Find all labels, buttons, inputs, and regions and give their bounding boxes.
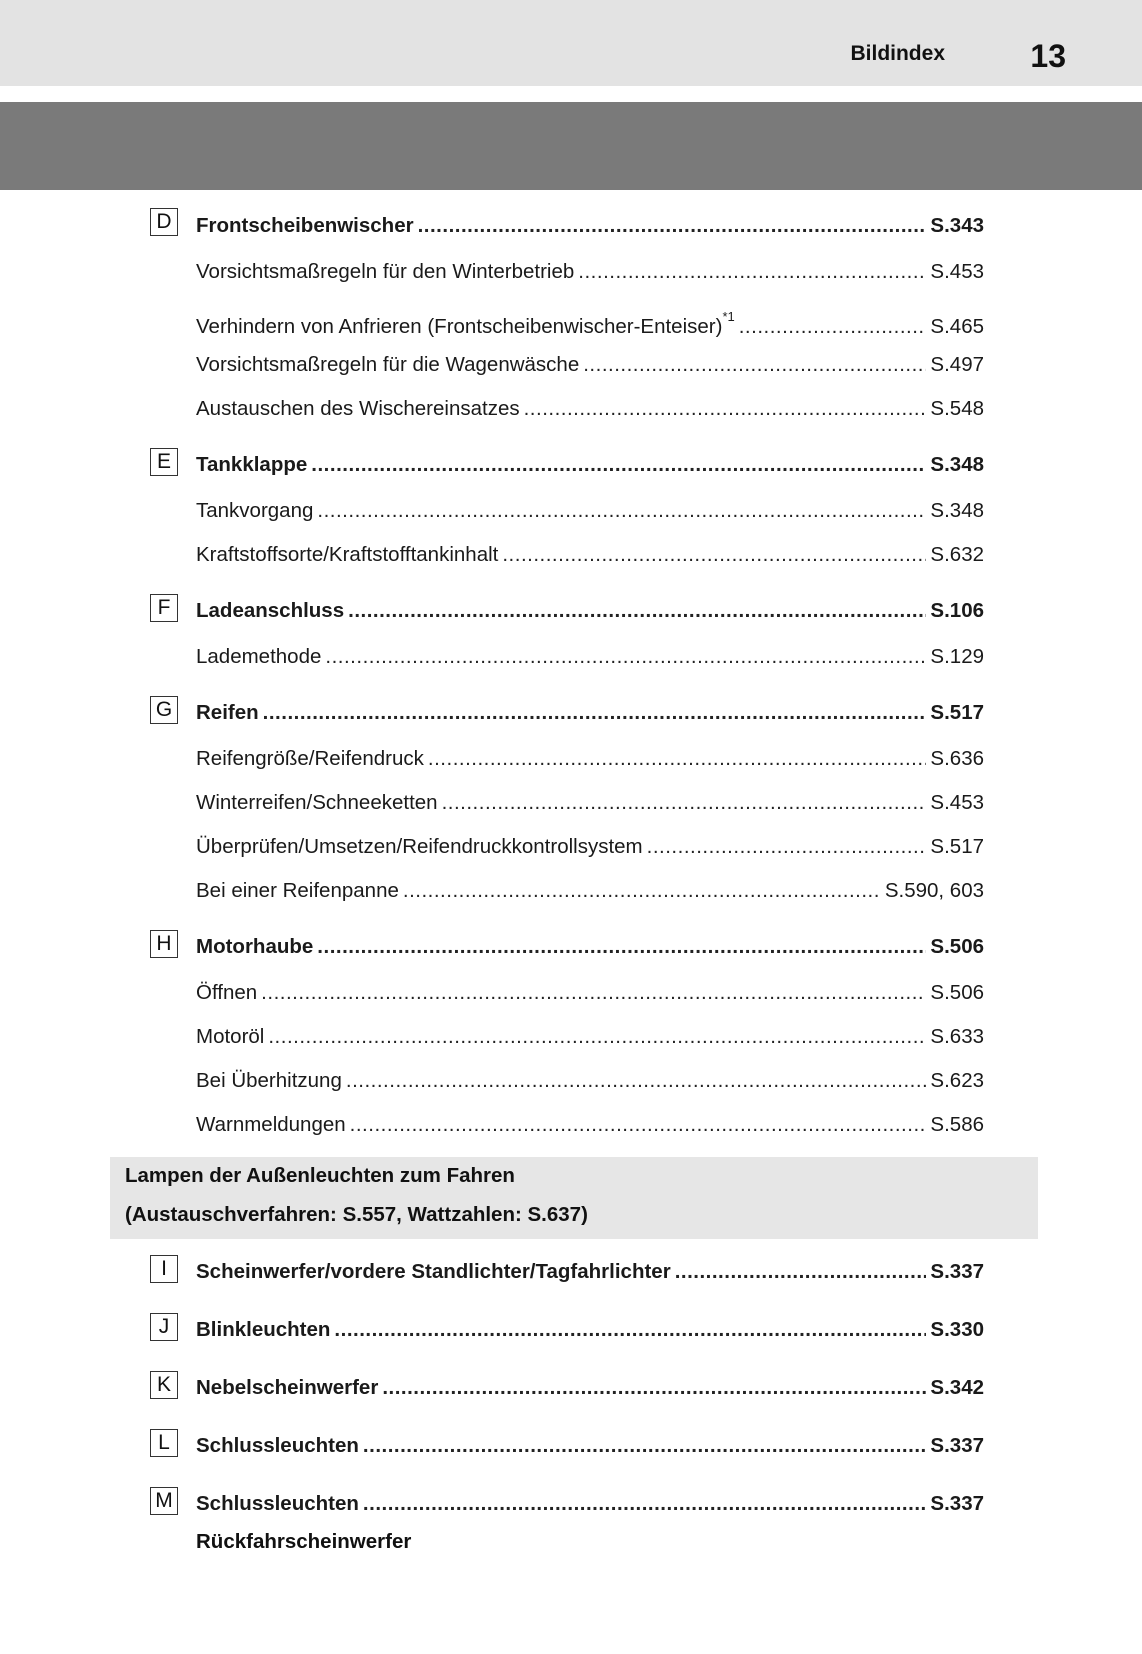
entry-label: Kraftstoffsorte/Kraftstofftankinhalt bbox=[196, 543, 499, 566]
dot-leader bbox=[418, 211, 927, 241]
entry-label: Austauschen des Wischereinsatzes bbox=[196, 397, 520, 420]
entry-page: S.623 bbox=[930, 1069, 984, 1092]
entry-label: Motorhaube bbox=[196, 935, 314, 958]
entry-page: S.129 bbox=[930, 645, 984, 668]
entry-page: S.632 bbox=[930, 543, 984, 566]
index-entry[interactable] bbox=[196, 1022, 984, 1052]
index-entry[interactable] bbox=[196, 211, 984, 241]
entry-label: Bei Überhitzung bbox=[196, 1069, 342, 1092]
index-entry[interactable] bbox=[196, 350, 984, 380]
entry-page: S.453 bbox=[930, 260, 984, 283]
index-letter-e: E bbox=[150, 448, 178, 476]
index-entry[interactable] bbox=[196, 596, 984, 626]
entry-label-continuation: Rückfahrscheinwerfer bbox=[196, 1530, 412, 1553]
entry-label-text: Verhindern von Anfrieren (Frontscheibenwischer-Enteiser) bbox=[196, 314, 723, 338]
entry-label: Schlussleuchten bbox=[196, 1434, 359, 1457]
index-entry[interactable] bbox=[196, 1489, 984, 1519]
dot-leader bbox=[502, 540, 926, 570]
entry-label bbox=[196, 306, 735, 342]
entry-page: S.337 bbox=[930, 1260, 984, 1283]
entry-page: S.548 bbox=[930, 397, 984, 420]
dot-leader bbox=[382, 1373, 926, 1403]
index-entry[interactable] bbox=[196, 1373, 984, 1403]
entry-label: Blinkleuchten bbox=[196, 1318, 331, 1341]
dot-leader bbox=[317, 932, 926, 962]
index-entry[interactable] bbox=[196, 1257, 984, 1287]
dot-leader bbox=[311, 450, 926, 480]
entry-label: Öffnen bbox=[196, 981, 258, 1004]
entry-label: Frontscheibenwischer bbox=[196, 214, 414, 237]
index-letter-k: K bbox=[150, 1371, 178, 1399]
index-letter-m: M bbox=[150, 1487, 178, 1515]
entry-label: Ladeanschluss bbox=[196, 599, 345, 622]
index-entry[interactable] bbox=[196, 450, 984, 480]
entry-label: Vorsichtsmaßregeln für den Winterbetrieb bbox=[196, 260, 575, 283]
entry-page: S.465 bbox=[930, 314, 984, 338]
entry-page: S.337 bbox=[930, 1492, 984, 1515]
index-letter-l: L bbox=[150, 1429, 178, 1457]
entry-label: Vorsichtsmaßregeln für die Wagenwäsche bbox=[196, 353, 580, 376]
index-entry[interactable] bbox=[196, 1315, 984, 1345]
index-entry[interactable] bbox=[196, 257, 984, 287]
dot-leader bbox=[317, 496, 926, 526]
entry-page: S.348 bbox=[930, 499, 984, 522]
index-entry[interactable] bbox=[196, 642, 984, 672]
dot-leader bbox=[350, 1110, 927, 1140]
dot-leader bbox=[739, 312, 927, 342]
entry-page: S.348 bbox=[930, 453, 984, 476]
lamp-section-heading: Lampen der Außenleuchten zum Fahren bbox=[125, 1164, 515, 1187]
entry-label: Scheinwerfer/vordere Standlichter/Tagfahrlichter bbox=[196, 1260, 671, 1283]
entry-page: S.506 bbox=[930, 981, 984, 1004]
index-entry[interactable] bbox=[196, 932, 984, 962]
entry-page: S.517 bbox=[930, 701, 984, 724]
entry-label: Bei einer Reifenpanne bbox=[196, 879, 399, 902]
dot-leader bbox=[363, 1489, 927, 1519]
dot-leader bbox=[325, 642, 926, 672]
dot-leader bbox=[442, 788, 927, 818]
section-title: Bildindex bbox=[850, 42, 945, 65]
entry-page: S.343 bbox=[930, 214, 984, 237]
dot-leader bbox=[346, 1066, 927, 1096]
entry-page: S.517 bbox=[930, 835, 984, 858]
index-letter-d: D bbox=[150, 208, 178, 236]
entry-label: Tankvorgang bbox=[196, 499, 314, 522]
entry-label: Tankklappe bbox=[196, 453, 308, 476]
index-letter-j: J bbox=[150, 1313, 178, 1341]
index-entry[interactable] bbox=[196, 540, 984, 570]
index-entry[interactable] bbox=[196, 1066, 984, 1096]
entry-page: S.636 bbox=[930, 747, 984, 770]
dot-leader bbox=[675, 1257, 927, 1287]
index-entry[interactable] bbox=[196, 1110, 984, 1140]
index-entry[interactable] bbox=[196, 876, 984, 906]
entry-label: Reifengröße/Reifendruck bbox=[196, 747, 424, 770]
index-letter-f: F bbox=[150, 594, 178, 622]
dot-leader bbox=[348, 596, 926, 626]
index-entry[interactable] bbox=[196, 1431, 984, 1461]
entry-page: S.586 bbox=[930, 1113, 984, 1136]
header-bar bbox=[0, 0, 1142, 86]
entry-page: S.337 bbox=[930, 1434, 984, 1457]
entry-label: Nebelscheinwerfer bbox=[196, 1376, 379, 1399]
index-entry[interactable] bbox=[196, 698, 984, 728]
index-entry[interactable] bbox=[196, 832, 984, 862]
entry-label: Schlussleuchten bbox=[196, 1492, 359, 1515]
index-letter-h: H bbox=[150, 930, 178, 958]
entry-label: Motoröl bbox=[196, 1025, 265, 1048]
entry-page: S.590, 603 bbox=[884, 879, 984, 902]
lamp-section-subheading: (Austauschverfahren: S.557, Wattzahlen: S.637) bbox=[125, 1203, 588, 1226]
dot-leader bbox=[268, 1022, 926, 1052]
entry-page: S.506 bbox=[930, 935, 984, 958]
dot-leader bbox=[263, 698, 927, 728]
entry-page: S.497 bbox=[930, 353, 984, 376]
index-entry[interactable] bbox=[196, 744, 984, 774]
index-entry[interactable] bbox=[196, 394, 984, 424]
entry-label: Warnmeldungen bbox=[196, 1113, 346, 1136]
dot-leader bbox=[334, 1315, 926, 1345]
entry-label: Reifen bbox=[196, 701, 259, 724]
dot-leader bbox=[403, 876, 881, 906]
entry-label: Lademethode bbox=[196, 645, 322, 668]
footnote-marker: *1 bbox=[722, 309, 735, 324]
index-entry[interactable] bbox=[196, 496, 984, 526]
header-band bbox=[0, 102, 1142, 190]
entry-page: S.330 bbox=[930, 1318, 984, 1341]
index-entry[interactable] bbox=[196, 788, 984, 818]
entry-label: Winterreifen/Schneeketten bbox=[196, 791, 438, 814]
dot-leader bbox=[583, 350, 926, 380]
dot-leader bbox=[647, 832, 927, 862]
dot-leader bbox=[363, 1431, 927, 1461]
page-number: 13 bbox=[1030, 38, 1066, 74]
dot-leader bbox=[578, 257, 926, 287]
entry-label: Überprüfen/Umsetzen/Reifendruckkontrollsystem bbox=[196, 835, 643, 858]
index-letter-i: I bbox=[150, 1255, 178, 1283]
entry-page: S.106 bbox=[930, 599, 984, 622]
entry-page: S.342 bbox=[930, 1376, 984, 1399]
dot-leader bbox=[524, 394, 927, 424]
dot-leader bbox=[428, 744, 927, 774]
index-entry[interactable] bbox=[196, 978, 984, 1008]
index-entry[interactable] bbox=[196, 306, 984, 336]
entry-page: S.633 bbox=[930, 1025, 984, 1048]
entry-page: S.453 bbox=[930, 791, 984, 814]
index-letter-g: G bbox=[150, 696, 178, 724]
dot-leader bbox=[261, 978, 926, 1008]
